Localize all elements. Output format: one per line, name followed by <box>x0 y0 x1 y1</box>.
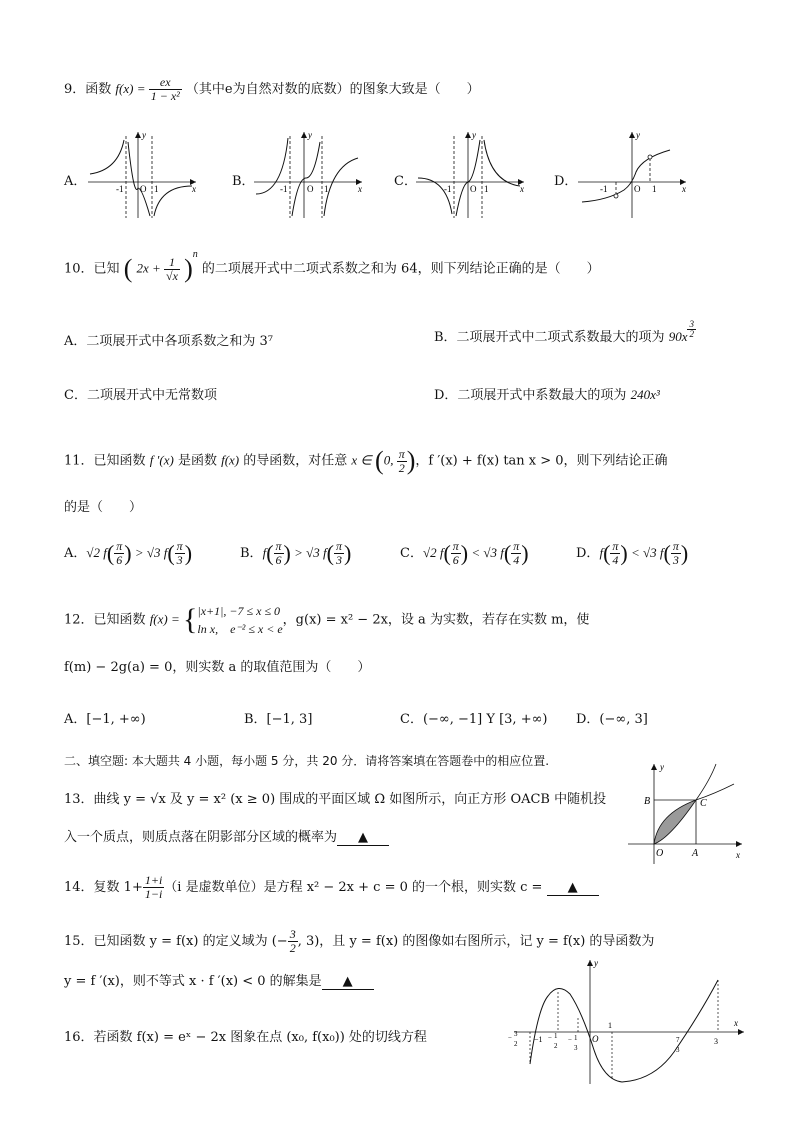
q12-option-d: D．(−∞, 3] <box>576 712 648 727</box>
q11-option-b: B．f( $\frac{\pi}{6}$ ) > √3 f( $\frac{\pi}{3}$ ) <box>240 539 352 567</box>
svg-text:y: y <box>636 130 640 140</box>
svg-text:1: 1 <box>324 184 329 194</box>
svg-text:1: 1 <box>484 184 489 194</box>
svg-text:1: 1 <box>554 1032 558 1040</box>
q10-prefix: 10．已知 <box>64 261 120 277</box>
q9-note: （其中e为自然对数的底数）的图象大致是（ ） <box>185 82 480 97</box>
svg-text:1: 1 <box>574 1034 578 1042</box>
svg-text:y: y <box>142 130 146 140</box>
q9-option-c-label: C． <box>394 174 417 189</box>
svg-text:-1: -1 <box>280 184 288 194</box>
svg-text:O: O <box>592 1034 599 1044</box>
q10-stem: 10．已知 ( 2x + $\frac{1}{√x}$ )$^n$ 的二项展开式中二项式系数之和为 64，则下列结论正确的是（ ） <box>64 249 600 283</box>
q9-graph-b <box>254 128 366 220</box>
q9-fraction <box>149 76 182 103</box>
q13-figure <box>624 760 746 866</box>
svg-text:7: 7 <box>676 1036 680 1044</box>
q15-answer-blank[interactable]: ▲ <box>322 974 374 990</box>
q16-stem: 16．若函数 f(x) = eˣ − 2x 图象在点 (x₀, f(x₀)) 处的切线方程 <box>64 1030 427 1045</box>
svg-text:3: 3 <box>676 1046 680 1054</box>
q10-option-a: A．二项展开式中各项系数之和为 3⁷ <box>64 334 274 349</box>
q12-stem: 12．已知函数 f(x) = { |x+1|, −7 ≤ x ≤ 0 ln x, e⁻² ≤ x < e ，g(x) = x² − 2x，设 a 为实数，若存在实数 m，使 <box>64 603 590 636</box>
svg-text:C: C <box>700 798 707 809</box>
q11-option-a: A．√2 f( $\frac{\pi}{6}$ ) > √3 f( $\frac{\pi}{3}$ ) <box>64 539 193 567</box>
svg-text:x: x <box>520 184 524 194</box>
q10-expr: 2x + <box>136 260 165 276</box>
q9-frac-den: 1 − x² <box>150 89 180 103</box>
svg-text:O: O <box>307 184 314 194</box>
svg-text:O: O <box>656 848 664 859</box>
svg-text:−: − <box>508 1034 512 1042</box>
svg-text:1: 1 <box>652 184 657 194</box>
q9-a-one: 1 <box>154 184 159 194</box>
svg-text:−: − <box>568 1036 572 1044</box>
svg-text:x: x <box>192 184 196 194</box>
q9-frac-num: ex <box>149 76 182 90</box>
q9-number: 9．函数 <box>64 82 112 97</box>
q10-exponent: n <box>192 249 198 261</box>
q12-option-a: A．[−1, +∞) <box>64 712 146 727</box>
q11-line2: 的是（ ） <box>64 500 143 515</box>
svg-text:A: A <box>692 848 699 859</box>
svg-text:-1: -1 <box>600 184 608 194</box>
q15-line1: 15．已知函数 y = f(x) 的定义域为 (− $\frac{3}{2}$ , 3)，且 y = f(x) 的图像如右图所示，记 y = f(x) 的导函数为 <box>64 927 655 955</box>
q11-stem: 11．已知函数 f ′(x) 是函数 f(x) 的导函数，对任意 x ∈ (0, $\frac{\pi}{2}$ )，f ′(x) + f(x) tan x > 0，则下列结论正确 <box>64 446 668 475</box>
section-fill-in-header: 二、填空题: 本大题共 4 小题，每小题 5 分，共 20 分．请将答案填在答题卷中的相应位置. <box>64 754 550 768</box>
svg-text:x: x <box>358 184 362 194</box>
svg-text:O: O <box>470 184 477 194</box>
svg-text:y: y <box>660 762 664 772</box>
svg-text:x: x <box>736 850 740 860</box>
q10-suffix: 的二项展开式中二项式系数之和为 64，则下列结论正确的是（ ） <box>201 261 600 277</box>
svg-text:y: y <box>308 130 312 140</box>
svg-text:y: y <box>472 130 476 140</box>
svg-text:3: 3 <box>574 1044 578 1052</box>
q9-fx: f(x) = <box>115 81 149 96</box>
q15-graph <box>504 956 750 1086</box>
svg-text:2: 2 <box>514 1040 518 1048</box>
q12-option-b: B．[−1, 3] <box>244 712 313 727</box>
q12-option-c: C．(−∞, −1] Y [3, +∞) <box>400 712 548 727</box>
q13-answer-blank[interactable]: ▲ <box>337 830 389 846</box>
q13-line2: 入一个质点，则质点落在阴影部分区域的概率为 ▲ <box>64 826 389 846</box>
svg-text:y: y <box>594 958 598 968</box>
svg-text:2: 2 <box>554 1042 558 1050</box>
svg-text:O: O <box>634 184 641 194</box>
q10-fraction: $\frac{1}{√x}$ <box>166 254 178 283</box>
q10-option-b: B．二项展开式中二项式系数最大的项为 90x $\frac{3}{2}$ <box>434 319 694 345</box>
q10-option-d: D．二项展开式中系数最大的项为 240x³ <box>434 387 660 403</box>
svg-text:x: x <box>682 184 686 194</box>
q13-line1: 13．曲线 y = √x 及 y = x² (x ≥ 0) 围成的平面区域 Ω 如图所示，向正方形 OACB 中随机投 <box>64 792 607 807</box>
q9-a-origin: O <box>140 184 147 194</box>
q10-option-c: C．二项展开式中无常数项 <box>64 388 217 403</box>
svg-text:x: x <box>734 1018 738 1028</box>
q14-answer-blank[interactable]: ▲ <box>547 880 599 896</box>
q9-graph-d <box>578 128 690 220</box>
q9-option-a-label: A． <box>64 174 87 189</box>
q9-graph-a <box>88 128 200 220</box>
q9-option-b-label: B． <box>232 174 255 189</box>
svg-text:−: − <box>548 1034 552 1042</box>
q11-option-c: C．√2 f( $\frac{\pi}{6}$ ) < √3 f( $\frac{\pi}{4}$ ) <box>400 539 529 567</box>
svg-text:1: 1 <box>608 1021 612 1030</box>
svg-text:B: B <box>644 796 651 807</box>
q12-line2: f(m) − 2g(a) = 0，则实数 a 的取值范围为（ ） <box>64 660 371 675</box>
q9-graph-c <box>416 128 528 220</box>
q9-a-neg1: -1 <box>116 184 124 194</box>
q11-option-d: D．f( $\frac{\pi}{4}$ ) < √3 f( $\frac{\pi}{3}$ ) <box>576 539 689 567</box>
q9-option-d-label: D． <box>554 174 578 189</box>
svg-text:3: 3 <box>714 1037 718 1046</box>
q9-stem <box>64 76 480 103</box>
svg-text:−1: −1 <box>534 1035 543 1044</box>
svg-text:-1: -1 <box>444 184 452 194</box>
q15-line2: y = f ′(x)，则不等式 x · f ′(x) < 0 的解集是 ▲ <box>64 970 374 990</box>
q14-stem: 14．复数 1+ $\frac{1+i}{1-i}$ （i 是虚数单位）是方程 x² − 2x + c = 0 的一个根，则实数 c = ▲ <box>64 874 599 901</box>
svg-text:3: 3 <box>514 1030 518 1038</box>
